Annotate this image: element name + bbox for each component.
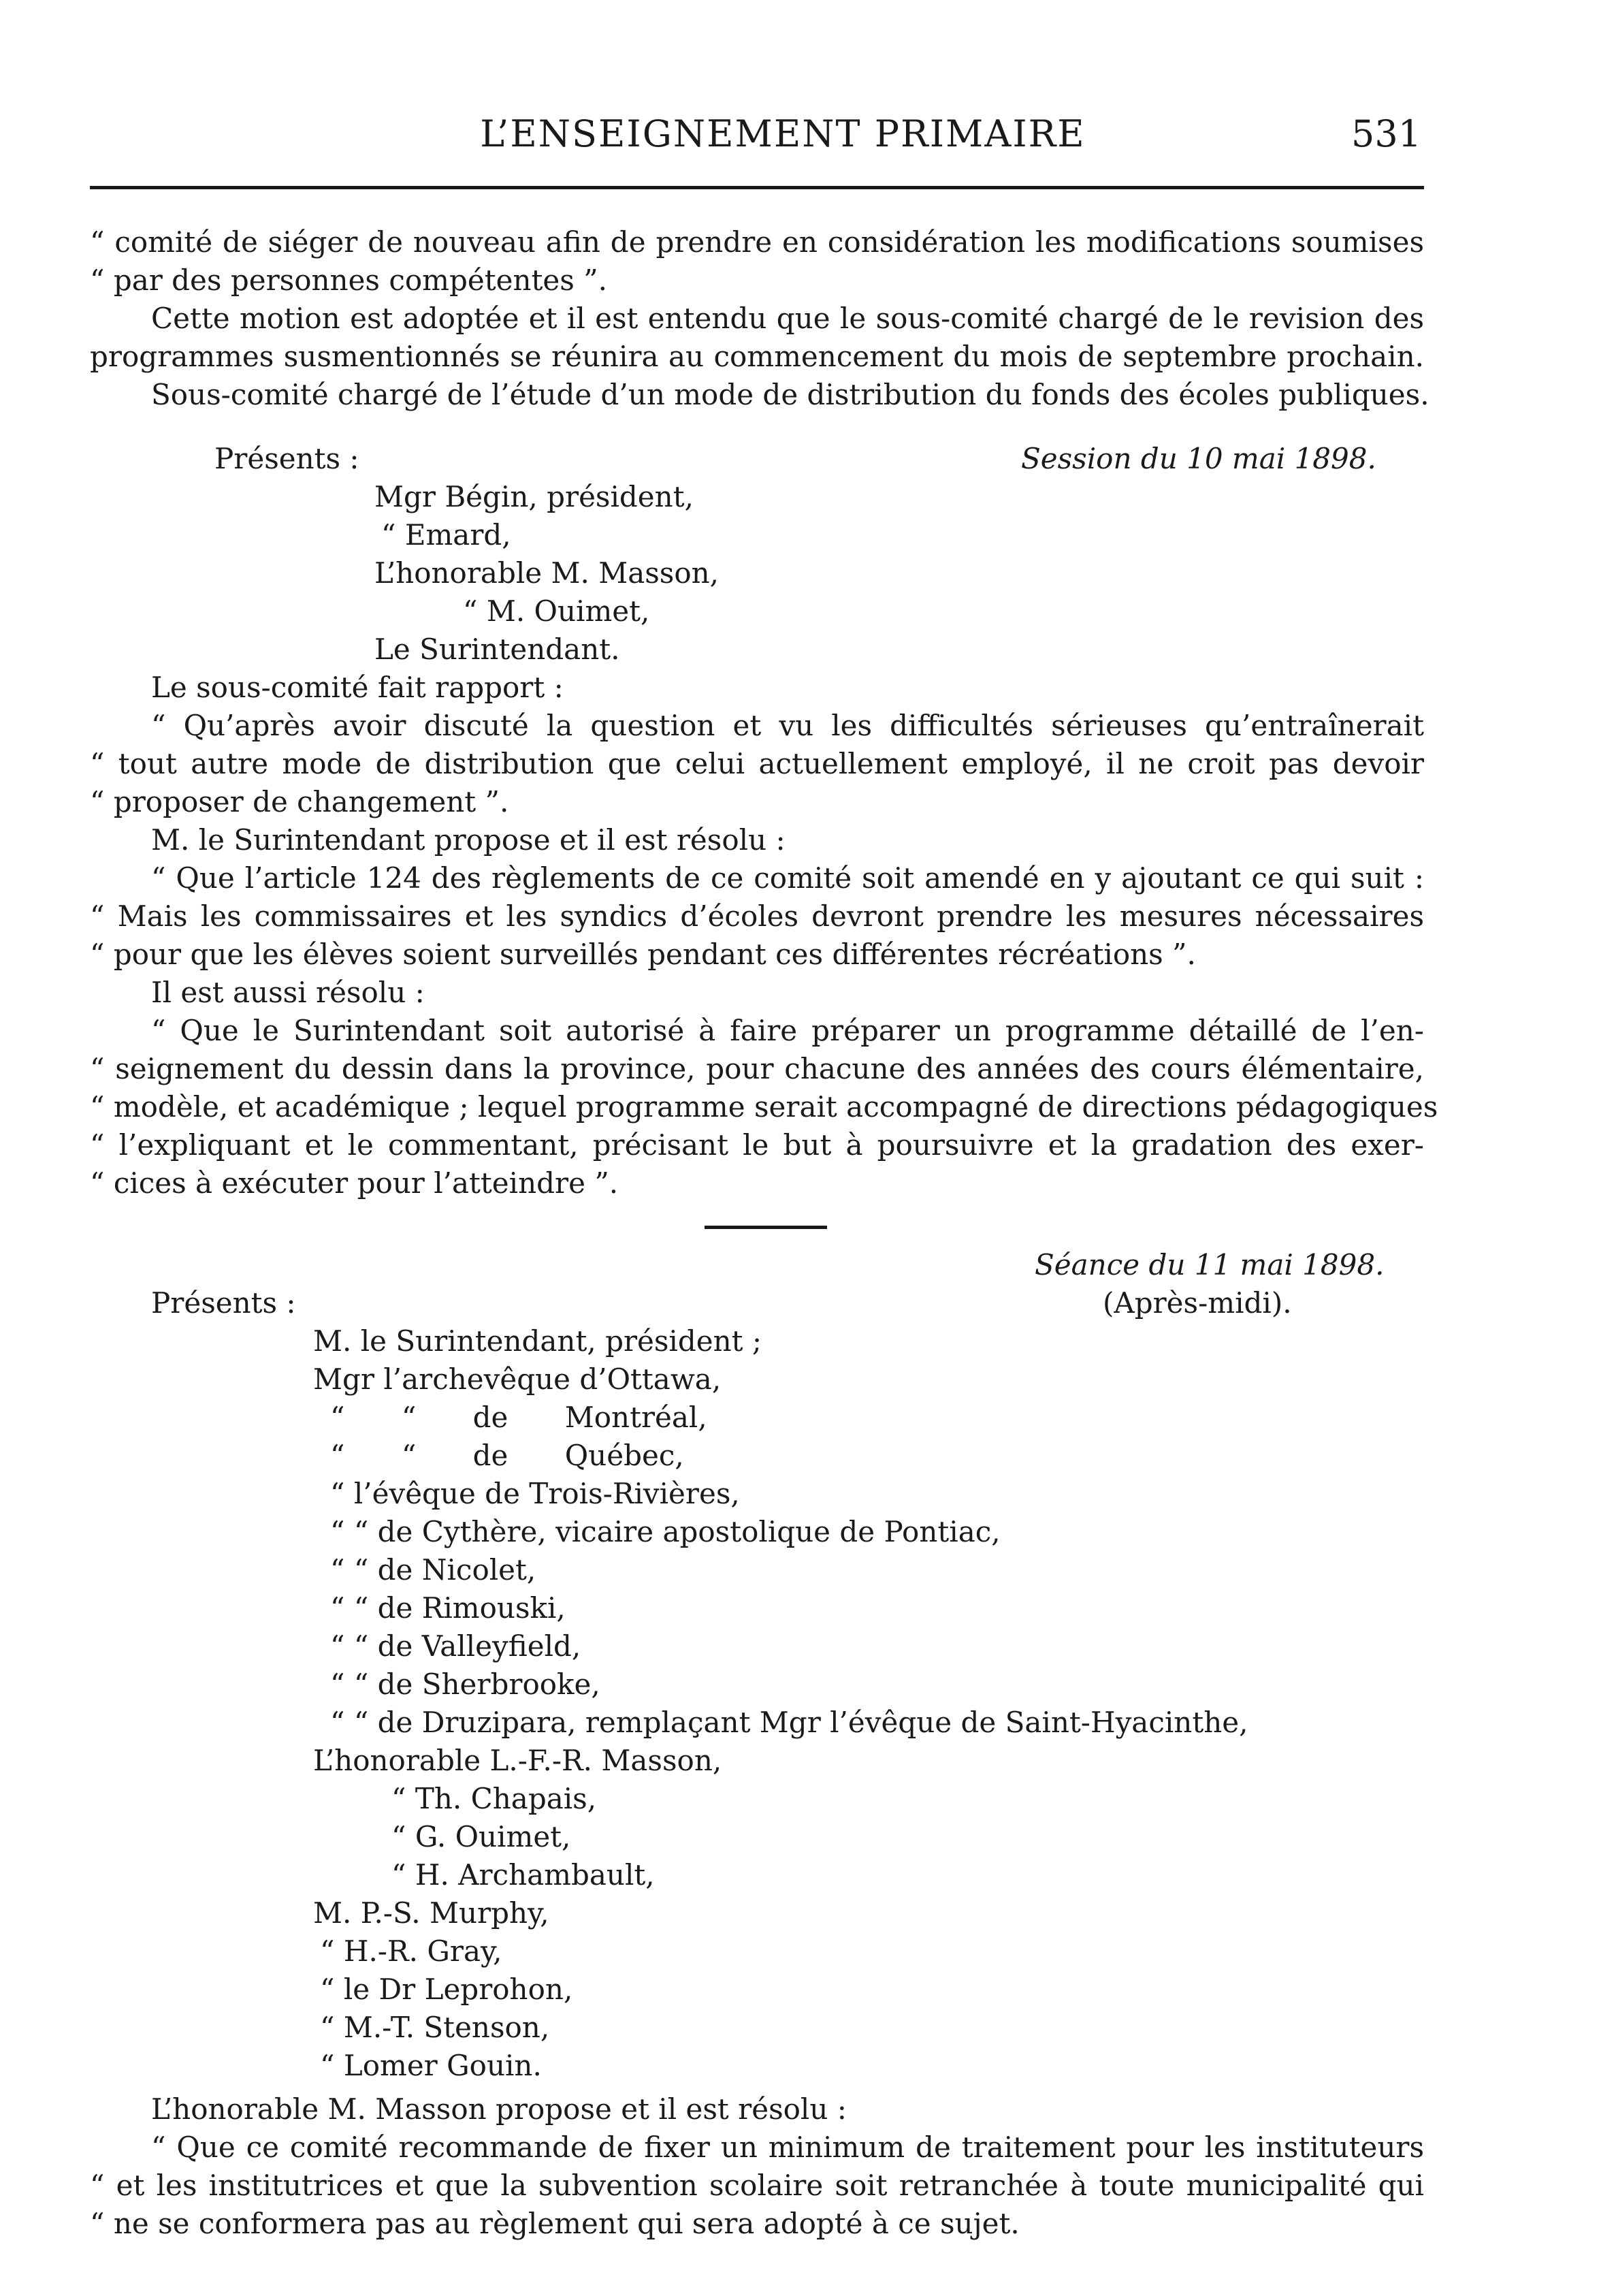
attendee: “ “ de Québec, <box>330 1439 684 1472</box>
text-line: programmes susmentionnés se réunira au commencement du mois de septembre prochain. <box>90 340 1424 373</box>
header-rule <box>90 186 1424 189</box>
text-line: “ Qu’après avoir discuté la question et vu les difficultés sérieuses qu’entraînerait <box>151 709 1424 742</box>
attendee: “ M. Ouimet, <box>463 594 650 628</box>
attendee: “ “ de Sherbrooke, <box>330 1668 600 1701</box>
attendee: “ “ de Cythère, vicaire apostolique de Pontiac, <box>330 1515 1001 1548</box>
attendee: “ G. Ouimet, <box>391 1820 571 1853</box>
running-header-title: L’ENSEIGNEMENT PRIMAIRE <box>480 112 1086 155</box>
text-line: M. le Surintendant propose et il est résolu : <box>151 823 786 857</box>
attendee: “ H. Archambault, <box>391 1858 655 1892</box>
attendee: “ Th. Chapais, <box>391 1782 597 1815</box>
presents-label: Présents : <box>214 442 359 475</box>
text-line: Cette motion est adoptée et il est entendu que le sous-comité chargé de le revision des <box>151 302 1424 335</box>
attendee: “ Emard, <box>381 518 511 552</box>
text-line: “ comité de siéger de nouveau afin de prendre en considération les modifications soumises <box>90 225 1424 259</box>
attendee: L’honorable M. Masson, <box>374 556 720 590</box>
attendee: Mgr Bégin, président, <box>374 480 694 513</box>
session-date: Séance du 11 mai 1898. <box>1035 1248 1385 1281</box>
text-line: “ par des personnes compétentes ”. <box>90 264 607 297</box>
text-line: “ l’expliquant et le commentant, précisant le but à poursuivre et la gradation des exer- <box>90 1128 1424 1162</box>
text-line: Le sous-comité fait rapport : <box>151 671 564 704</box>
text-line: “ Que l’article 124 des règlements de ce comité soit amendé en y ajoutant ce qui suit : <box>151 861 1424 895</box>
attendee: Le Surintendant. <box>374 633 620 666</box>
attendee: Mgr l’archevêque d’Ottawa, <box>313 1362 722 1396</box>
attendee: “ l’évêque de Trois-Rivières, <box>330 1477 740 1510</box>
session-date: Session du 10 mai 1898. <box>1021 442 1376 475</box>
attendee: “ Lomer Gouin. <box>320 2049 542 2082</box>
attendee: “ “ de Nicolet, <box>330 1553 536 1587</box>
text-line: “ Que ce comité recommande de fixer un minimum de traitement pour les instituteurs <box>151 2131 1424 2164</box>
text-line: “ proposer de changement ”. <box>90 785 509 818</box>
text-line: “ et les institutrices et que la subvention scolaire soit retranchée à toute municipalité qui <box>90 2169 1424 2202</box>
attendee: “ H.-R. Gray, <box>320 1934 502 1968</box>
text-line: “ ne se conformera pas au règlement qui sera adopté à ce sujet. <box>90 2207 1020 2240</box>
text-line: Il est aussi résolu : <box>151 976 425 1009</box>
presents-label: Présents : <box>151 1286 296 1320</box>
attendee: “ “ de Druzipara, remplaçant Mgr l’évêque de Saint-Hyacinthe, <box>330 1706 1248 1739</box>
attendee: M. P.-S. Murphy, <box>313 1896 549 1930</box>
text-line: “ seignement du dessin dans la province, pour chacune des années des cours élémentaire, <box>90 1052 1424 1085</box>
text-line: “ cices à exécuter pour l’atteindre ”. <box>90 1166 619 1200</box>
text-line: “ Mais les commissaires et les syndics d’écoles devront prendre les mesures nécessaires <box>90 899 1424 933</box>
text-line: “ pour que les élèves soient surveillés pendant ces différentes récréations ”. <box>90 938 1196 971</box>
attendee: L’honorable L.-F.-R. Masson, <box>313 1744 722 1777</box>
text-line: “ modèle, et académique ; lequel programme serait accompagné de directions pédagogiques <box>90 1090 1438 1123</box>
text-line: “ Que le Surintendant soit autorisé à faire préparer un programme détaillé de l’en- <box>151 1014 1424 1047</box>
text-line: “ tout autre mode de distribution que celui actuellement employé, il ne croit pas devoir <box>90 747 1424 780</box>
section-separator <box>705 1226 827 1229</box>
attendee: “ “ de Rimouski, <box>330 1591 566 1625</box>
text-line: L’honorable M. Masson propose et il est résolu : <box>151 2092 847 2126</box>
attendee: “ le Dr Leprohon, <box>320 1973 573 2006</box>
session-time: (Après-midi). <box>1103 1286 1292 1320</box>
attendee: “ M.-T. Stenson, <box>320 2011 550 2044</box>
attendee: “ “ de Montréal, <box>330 1401 707 1434</box>
attendee: M. le Surintendant, président ; <box>313 1324 762 1358</box>
text-line: Sous-comité chargé de l’étude d’un mode de distribution du fonds des écoles publiques. <box>151 378 1429 411</box>
attendee: “ “ de Valleyfield, <box>330 1629 581 1663</box>
page-number: 531 <box>1351 112 1422 155</box>
